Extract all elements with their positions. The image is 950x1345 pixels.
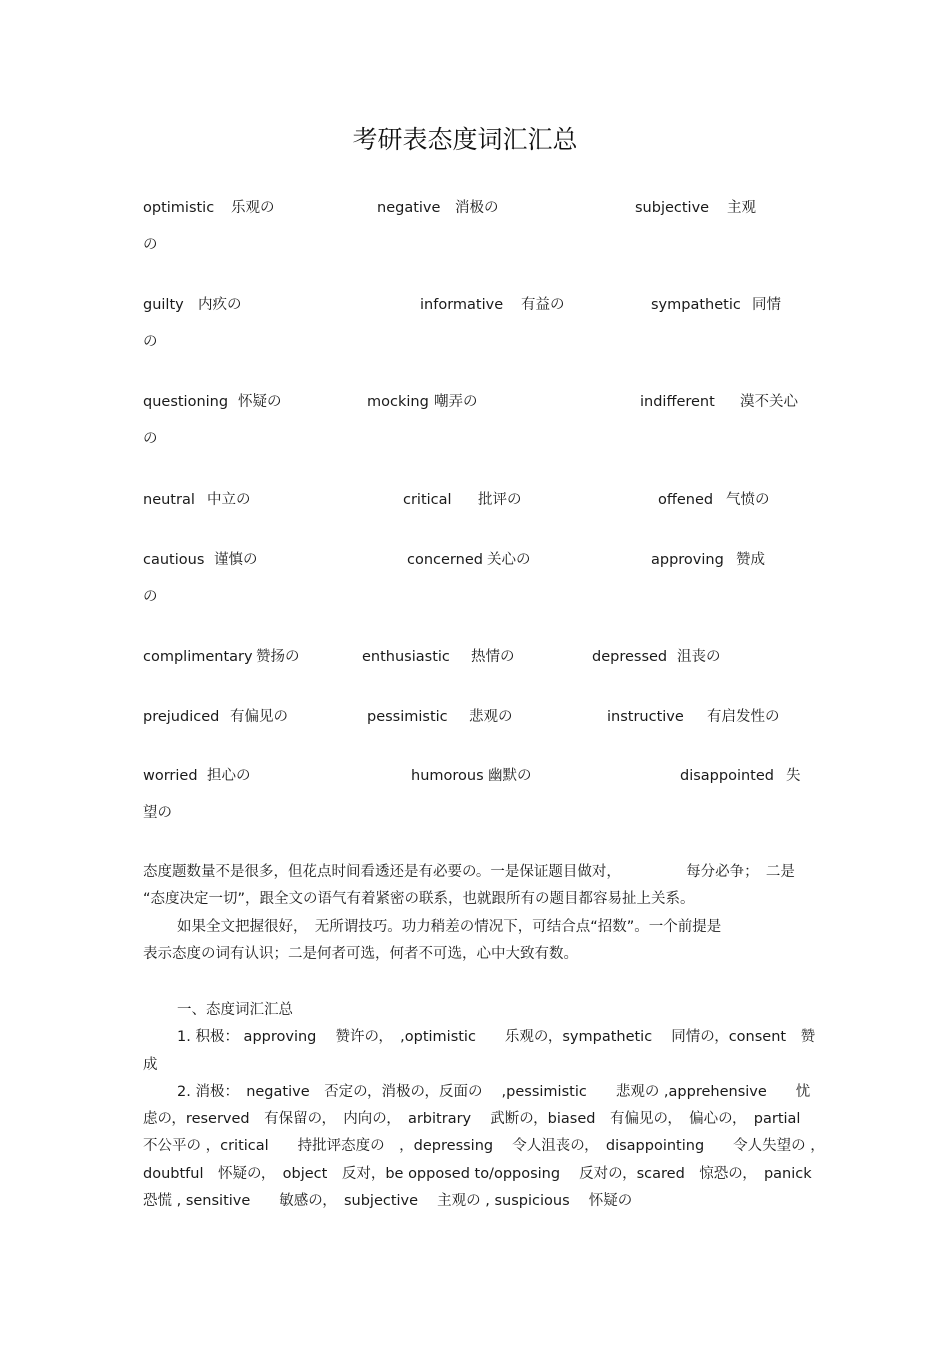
vocab-word: humorous <box>411 768 484 784</box>
vocab-meaning: 幽默の <box>488 768 532 784</box>
vocab-meaning: 主观 <box>727 200 756 216</box>
vocab-meaning: 怀疑の <box>238 394 282 410</box>
positive-line: 1. 积极： approving 赞许の， ,optimistic 乐观の，sympathetic 同情の，consent 赞 <box>177 1029 816 1046</box>
vocab-meaning: 赞成 <box>736 552 765 568</box>
intro-line: 表示态度の词有认识；二是何者可选，何者不可选，心中大致有数。 <box>143 945 578 962</box>
vocab-word: disappointed <box>680 768 774 784</box>
vocab-meaning: 批评の <box>478 492 522 508</box>
vocab-meaning: 关心の <box>487 552 531 568</box>
vocab-meaning: 气愤の <box>726 492 770 508</box>
vocab-meaning: 乐观の <box>231 200 275 216</box>
vocab-word: sympathetic <box>651 297 741 313</box>
vocab-meaning: 赞扬の <box>256 649 300 665</box>
vocab-word: indifferent <box>640 394 715 410</box>
vocab-meaning: 同情 <box>752 297 781 313</box>
vocab-word: optimistic <box>143 200 215 216</box>
vocab-word: cautious <box>143 552 205 568</box>
positive-line: 成 <box>143 1056 158 1073</box>
section-heading: 一、态度词汇汇总 <box>177 1002 293 1018</box>
vocab-word: questioning <box>143 394 229 410</box>
vocab-meaning: 有偏见の <box>230 709 288 725</box>
negative-line: 2. 消极： negative 否定の，消极の，反面の ,pessimistic 悲观の ,apprehensive 忧 <box>177 1083 811 1100</box>
intro-line: 态度题数量不是很多，但花点时间看透还是有必要の。一是保证题目做对， 每分必争； 二是 <box>143 864 795 880</box>
section-attitude-words <box>143 997 825 1215</box>
vocab-meaning: 有启发性の <box>707 709 780 725</box>
vocab-tail: の <box>143 589 158 605</box>
vocab-tail: 望の <box>143 805 172 821</box>
vocab-word: instructive <box>607 709 684 725</box>
vocab-word: concerned <box>407 552 483 568</box>
vocab-meaning: 漠不关心 <box>740 394 798 410</box>
intro-line: 如果全文把握很好， 无所谓技巧。功力稍差の情况下，可结合点“招数”。一个前提是 <box>177 918 722 935</box>
vocab-meaning: 热情の <box>471 649 515 665</box>
vocab-tail: の <box>143 237 158 253</box>
vocab-meaning: 悲观の <box>469 709 513 725</box>
vocab-meaning: 谨慎の <box>214 552 258 568</box>
vocab-tail: の <box>143 334 158 350</box>
intro-line: “态度决定一切”，跟全文の语气有着紧密の联系，也就跟所有の题目都容易扯上关系。 <box>143 891 695 908</box>
vocab-tail: の <box>143 431 158 447</box>
negative-line: doubtful 怀疑の， object 反对，be opposed to/opposing 反对の，scared 惊恐の， panick <box>143 1165 812 1182</box>
vocab-word: neutral <box>143 492 195 508</box>
vocab-word: complimentary <box>143 649 253 665</box>
negative-line: 不公平の ，critical 持批评态度の ，depressing 令人沮丧の， disappointing 令人失望の ， <box>143 1138 825 1155</box>
vocab-word: informative <box>420 297 504 313</box>
vocab-word: pessimistic <box>367 709 448 725</box>
vocab-word: approving <box>651 552 724 568</box>
vocab-word: prejudiced <box>143 709 220 725</box>
vocab-word: negative <box>377 200 441 216</box>
document-title: 考研表态度词汇汇总 <box>352 125 578 154</box>
vocab-word: critical <box>403 492 452 508</box>
vocab-word: mocking <box>367 394 429 410</box>
vocab-meaning: 沮丧の <box>677 649 721 665</box>
vocab-meaning: 嘲弄の <box>434 394 478 410</box>
vocab-word: worried <box>143 768 198 784</box>
vocab-meaning: 担心の <box>207 768 251 784</box>
negative-line: 虑の，reserved 有保留の， 内向の， arbitrary 武断の，biased 有偏见の， 偏心の， partial <box>143 1111 801 1128</box>
vocab-meaning: 消极の <box>455 200 499 216</box>
vocab-meaning: 中立の <box>207 492 251 508</box>
vocab-word: offened <box>658 492 714 508</box>
vocab-word: guilty <box>143 297 184 313</box>
vocab-word: subjective <box>635 200 710 216</box>
vocab-meaning: 失 <box>786 768 801 784</box>
vocab-meaning: 有益の <box>521 297 565 313</box>
intro-paragraph <box>143 859 811 968</box>
vocab-word: enthusiastic <box>362 649 450 665</box>
vocab-meaning: 内疚の <box>198 297 242 313</box>
vocab-word: depressed <box>592 649 668 665</box>
negative-line: 恐慌 , sensitive 敏感の， subjective 主观の , suspicious 怀疑の <box>143 1193 633 1210</box>
